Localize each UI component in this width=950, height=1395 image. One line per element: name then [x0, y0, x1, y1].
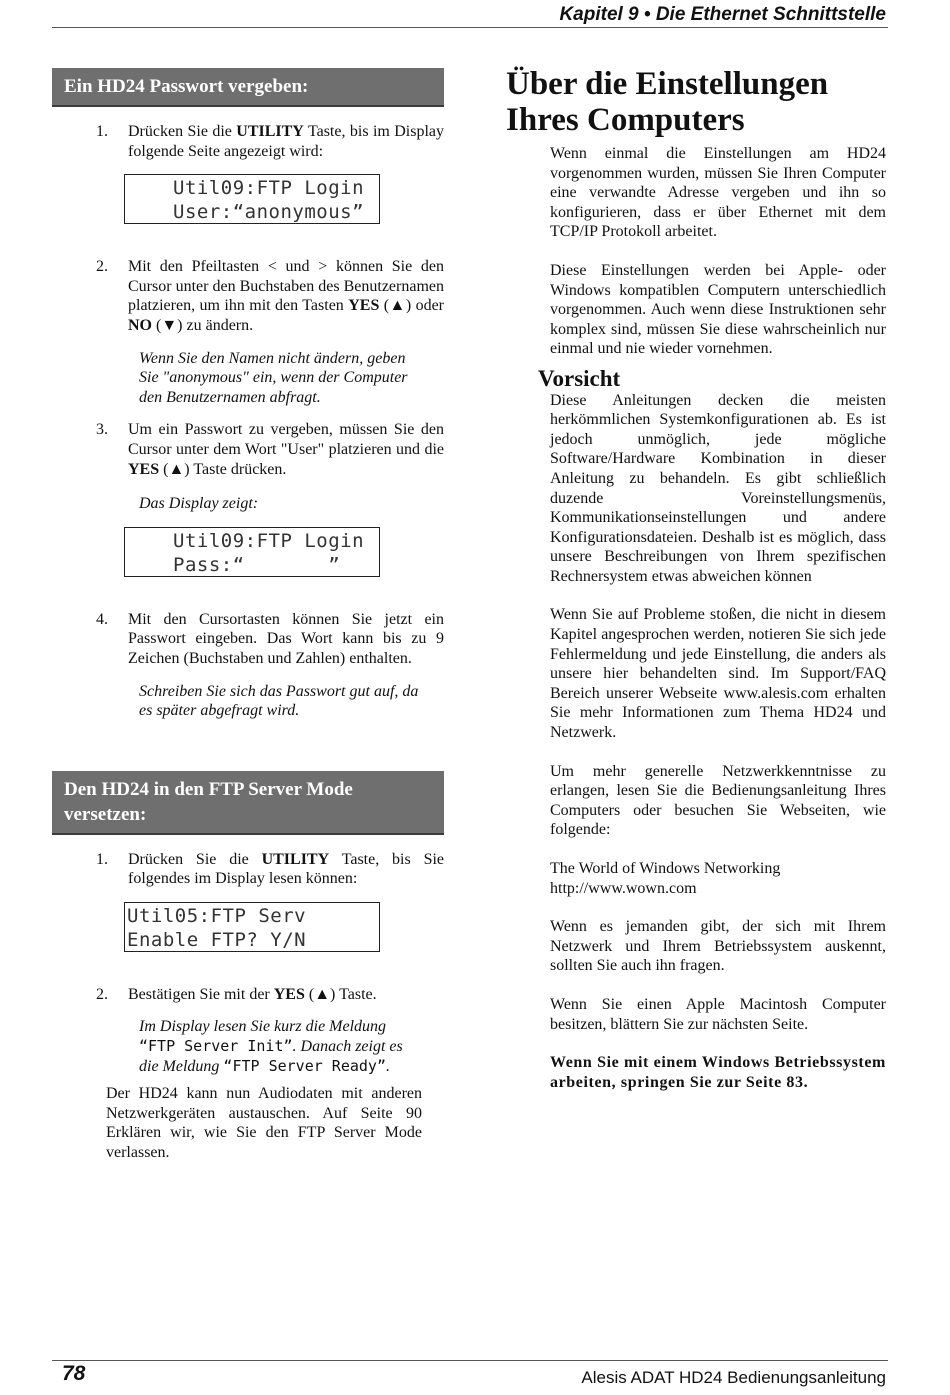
header-rule: [52, 27, 888, 28]
step-text: (▲) oder: [379, 297, 445, 315]
step-text: (▼) zu ändern.: [152, 316, 254, 334]
key-label: NO: [128, 316, 152, 334]
section-title-computer-settings: [506, 66, 886, 138]
step-text: Taste, bis Sie folgendes im Display lesen können:: [128, 850, 445, 888]
paragraph-intro: Wenn einmal die Einstellungen am HD24 vorgenommen wurden, müssen Sie Ihren Computer eine verwandte Adresse vergeben und ihn so konfigurieren, dass er über Ethernet mit dem TCP/IP Protokoll arbeitet.: [550, 145, 886, 241]
step-4-enter-password: [52, 610, 444, 669]
footer-rule: [52, 1360, 888, 1361]
chapter-header: Kapitel 9 • Die Ethernet Schnittstelle: [559, 4, 886, 25]
step-number: 1.: [96, 850, 108, 868]
page-number: 78: [62, 1362, 86, 1385]
step-2-arrows: [52, 257, 444, 335]
note-text: Im Display lesen Sie kurz die Meldung: [139, 1018, 387, 1036]
paragraph-problems: Wenn Sie auf Probleme stoßen, die nicht in diesem Kapitel angesprochen werden, notieren Sie sich jede Fehlermeldung und jede Einstellung, die anders als unsere hier behandelten sind. Im Support/FAQ Bereich unserer Webseite www.alesis.com erhalten Sie mehr Informationen zum Thema HD24 und Netzwerk.: [550, 606, 886, 742]
title-line-1: Über die Einstellungen: [506, 66, 829, 102]
step-number: 2.: [96, 985, 108, 1003]
key-label: UTILITY: [236, 123, 304, 140]
lcd-display-pass: [124, 527, 380, 577]
step-number: 3.: [96, 421, 108, 439]
step-text: Mit den Pfeiltasten < und > können Sie den Cursor unter den Buchstaben des Benutzernamen platzieren, um ihn mit den Tasten: [128, 258, 444, 315]
step-text: Drücken Sie die: [128, 850, 262, 868]
left-column: [52, 68, 444, 1163]
lcd-line-1: Util09:FTP Login: [173, 177, 365, 200]
paragraph-website-reference: [506, 859, 886, 898]
key-label: YES: [128, 460, 160, 478]
lcd-message: “FTP Server Init”: [139, 1037, 293, 1056]
lcd-message: “FTP Server Ready”: [223, 1056, 386, 1075]
lcd-line-2: Enable FTP? Y/N: [127, 928, 307, 951]
right-column: [506, 66, 886, 1092]
paragraph-apple-next-page: Wenn Sie einen Apple Macintosh Computer besitzen, blättern Sie zur nächsten Seite.: [550, 995, 886, 1033]
lcd-line-1: Util05:FTP Serv: [127, 904, 307, 927]
lcd-display-ftp-serv: [124, 902, 380, 952]
paragraph-windows-jump: Wenn Sie mit einem Windows Betriebssystem arbeiten, springen Sie zur Seite 83.: [550, 1054, 886, 1091]
step-3-password: [52, 420, 444, 479]
key-label: YES: [273, 985, 305, 1003]
step-number: 4.: [96, 610, 108, 628]
step-text: Bestätigen Sie mit der: [128, 985, 274, 1003]
section-title-ftp-server: Den HD24 in den FTP Server Mode versetzen:: [52, 771, 444, 835]
note-text: .: [385, 1057, 390, 1075]
note-display-shows: Das Display zeigt:: [139, 495, 259, 513]
note-write-down: Schreiben Sie sich das Passwort gut auf, da es später abgefragt wird.: [139, 682, 419, 720]
step-text: (▲) Taste.: [304, 985, 377, 1003]
note-text: . Danach zeigt es die Meldung: [139, 1038, 403, 1075]
paragraph-vorsicht: Diese Anleitungen decken die meisten herkömmlichen Systemkonfigurationen ab. Es ist jedoch unmöglich, jede mögliche Software/Hardware Kombination in dieser Anleitung zu behandeln. Es gibt schließlich duzende Voreinstellungsmenüs, Kommunikationseinstellungen und andere Konfigurationsdateien. Deshalb ist es möglich, dass unsere Beschreibungen von Ihrem spezifischen Rechnersystem etwas abweichen können: [550, 391, 886, 585]
step-2-confirm: [52, 985, 444, 1005]
step-1-utility: [52, 122, 444, 161]
note-anonymous: Wenn Sie den Namen nicht ändern, geben Sie "anonymous" ein, wenn der Computer den Benutzernamen abfragt.: [139, 349, 408, 406]
lcd-display-user: [124, 174, 380, 224]
note-ftp-server-messages: [52, 1017, 444, 1076]
paragraph-apple-windows: Diese Einstellungen werden bei Apple- oder Windows kompatiblen Computern unterschiedlich vorgenommen. Auch wenn diese Instruktionen sehr komplex sind, müssen Sie diese wahrscheinlich nur einmal und nie wieder vornehmen.: [550, 261, 886, 358]
step-text: Mit den Cursortasten können Sie jetzt ein Passwort eingeben. Das Wort kann bis zu 9 Zeichen (Buchstaben und Zahlen) enthalten.: [128, 610, 444, 667]
step-text: Drücken Sie die: [128, 123, 237, 140]
lcd-line-2: Pass:“ ”: [173, 553, 341, 576]
website-url: http://www.wown.com: [550, 879, 697, 897]
section-title-password: Ein HD24 Passwort vergeben:: [52, 68, 444, 107]
key-label: UTILITY: [261, 850, 330, 868]
step-1-utility-ftp: [52, 850, 444, 889]
manual-title: Alesis ADAT HD24 Bedienungsanleitung: [581, 1368, 886, 1387]
lcd-line-1: Util09:FTP Login: [173, 529, 365, 552]
paragraph-network-knowledge: Um mehr generelle Netzwerkkenntnisse zu erlangen, lesen Sie die Bedienungsanleitung Ihres Computers oder besuchen Sie Webseiten, wie folgende:: [550, 762, 886, 839]
website-name: The World of Windows Networking: [550, 860, 781, 877]
step-number: 1.: [96, 123, 108, 140]
paragraph-ask-someone: Wenn es jemanden gibt, der sich mit Ihrem Netzwerk und Ihrem Betriebssystem auskennt, sollten Sie auch ihn fragen.: [550, 918, 886, 975]
title-line-2: Ihres Computers: [506, 102, 745, 138]
subheading-vorsicht: Vorsicht: [538, 365, 621, 391]
step-text: Taste, bis im Display folgende Seite angezeigt wird:: [128, 123, 445, 160]
lcd-line-2: User:“anonymous”: [173, 201, 365, 224]
closing-paragraph: Der HD24 kann nun Audiodaten mit anderen Netzwerkgeräten austauschen. Auf Seite 90 Erklären wir, wie Sie den FTP Server Mode verlassen.: [106, 1085, 422, 1162]
step-number: 2.: [96, 258, 108, 276]
key-label: YES: [348, 297, 380, 315]
step-text: (▲) Taste drücken.: [159, 460, 287, 478]
step-text: Um ein Passwort zu vergeben, müssen Sie den Cursor unter dem Wort "User" platzieren und die: [128, 421, 444, 458]
